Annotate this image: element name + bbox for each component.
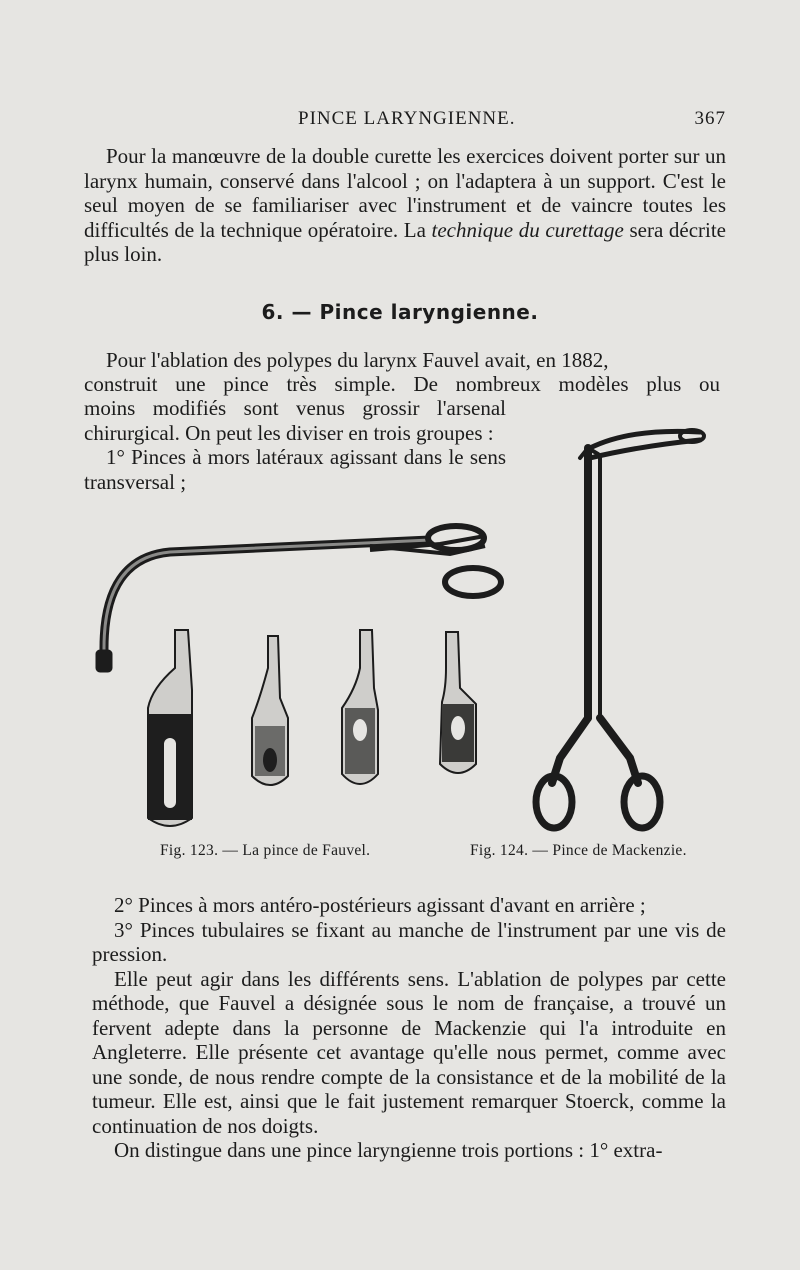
- list-item-2: 2° Pinces à mors antéro-postérieurs agissant d'avant en arrière ;: [114, 893, 646, 917]
- running-head: [90, 108, 726, 134]
- page-number: 367: [694, 108, 726, 129]
- intro-italic: technique du curettage: [431, 217, 624, 242]
- fauvel-line2-text: construit une pince très simple. De nombreux modèles plus ou: [84, 372, 720, 396]
- intro-text-2: sera décrite plus loin.: [84, 217, 726, 266]
- figure-124-caption: Fig. 124. — Pince de Mackenzie.: [470, 842, 687, 859]
- list-item-1: 1° Pinces à mors latéraux agissant dans le sens transversal ;: [84, 445, 506, 494]
- last-paragraph: On distingue dans une pince laryngienne trois portions : 1° extra-: [114, 1138, 663, 1162]
- fauvel-rest-text: moins modifiés sont venus grossir l'arsenal chirurgical. On peut les diviser en trois groupes :: [84, 396, 506, 445]
- fauvel-tips: [148, 630, 476, 826]
- intro-text-1: Pour la manœuvre de la double curette les exercices doivent porter sur un larynx humain, conservé dans l'alcool ; on l'adaptera à un support. C'est le seul moyen de se familiariser avec l'instrument et de vaincre toutes les difficultés de la technique opératoire. La: [84, 144, 726, 242]
- intro-paragraph: [84, 144, 726, 267]
- mackenzie-paragraph: Elle peut agir dans les différents sens. L'ablation de polypes par cette méthode, que Fauvel a désignée sous le nom de française, a trouvé un fervent adepte dans la personne de Mackenzie qui l'a introduite en Angleterre. Elle présente cet avantage qu'elle nous permet, comme avec une sonde, de nous rendre compte de la consistance et de la mobilité de la tumeur. Elle est, ainsi que le fait justement remarquer Stoerck, comme la continuation de nos doigts.: [92, 966, 726, 1138]
- fauvel-paragraph-line1: [84, 348, 720, 373]
- fauvel-paragraph-rest: [84, 396, 506, 494]
- section-heading: 6. — Pince laryngienne.: [261, 300, 539, 324]
- figure-123-caption: Fig. 123. — La pince de Fauvel.: [160, 842, 371, 859]
- figure-124-mackenzie-forceps: [520, 418, 716, 834]
- running-head-title: PINCE LARYNGIENNE.: [298, 108, 516, 129]
- figure-123-fauvel-forceps: [90, 518, 510, 836]
- lower-text-block: [92, 893, 726, 1163]
- list-item-3: 3° Pinces tubulaires se fixant au manche de l'instrument par une vis de pression.: [92, 917, 726, 966]
- fauvel-paragraph-line2: [84, 372, 720, 397]
- fauvel-line1-text: Pour l'ablation des polypes du larynx Fauvel avait, en 1882,: [106, 348, 609, 372]
